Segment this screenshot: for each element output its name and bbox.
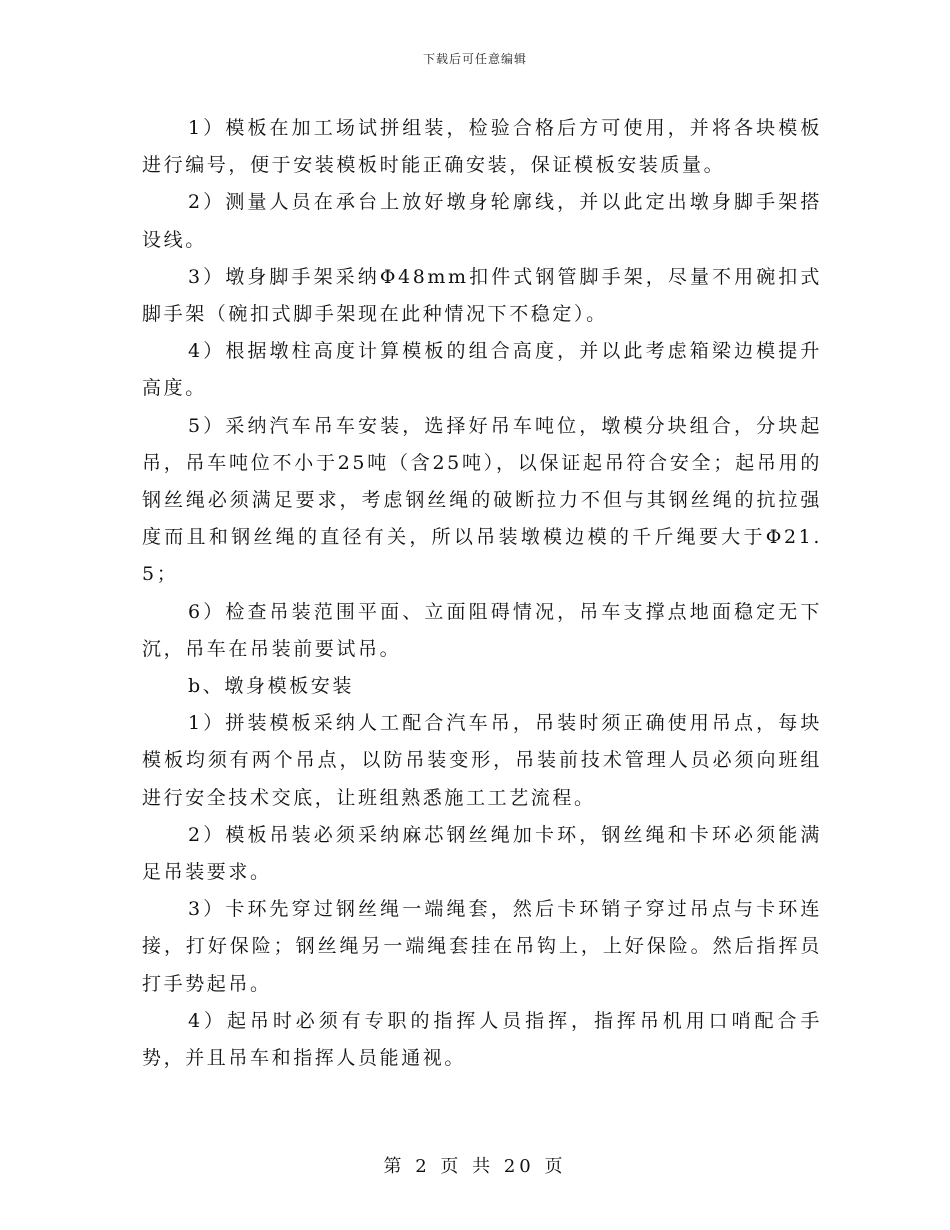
paragraph-assembly-lifting-points: 1）拼装模板采纳人工配合汽车吊，吊装时须正确使用吊点，每块模板均须有两个吊点，以防吊装变形，吊装前技术管理人员必须向班组进行安全技术交底，让班组熟悉施工工艺流程。 [142,712,822,809]
page-header: 下载后可任意编辑 [422,52,527,66]
paragraph-scaffold: 3）墩身脚手架采纳Φ48mm扣件式钢管脚手架，尽量不用碗扣式脚手架（碗扣式脚手架现在此种情况下不稳定）。 [142,265,822,326]
paragraph-shackle-procedure: 3）卡环先穿过钢丝绳一端绳套，然后卡环销子穿过吊点与卡环连接，打好保险；钢丝绳另一端绳套挂在吊钩上，上好保险。然后指挥员打手势起吊。 [142,898,822,995]
paragraph-survey-contour: 2）测量人员在承台上放好墩身轮廓线，并以此定出墩身脚手架搭设线。 [142,191,822,251]
paragraph-lifting-check: 6）检查吊装范围平面、立面阻碍情况，吊车支撑点地面稳定无下沉，吊车在吊装前要试吊。 [142,600,822,660]
paragraph-template-height: 4）根据墩柱高度计算模板的组合高度，并以此考虑箱梁边模提升高度。 [142,340,822,400]
paragraph-crane-installation: 5）采纳汽车吊车安装，选择好吊车吨位，墩模分块组合，分块起吊，吊车吨位不小于25吨（含25吨），以保证起吊符合安全；起吊用的钢丝绳必须满足要求，考虑钢丝绳的破断拉力不但与其钢丝绳的抗拉强度而且和钢丝绳的直径有关，所以吊装墩模边模的千斤绳要大于Φ21.5； [142,414,822,586]
paragraph-wire-rope-shackle: 2）模板吊装必须采纳麻芯钢丝绳加卡环，钢丝绳和卡环必须能满足吊装要求。 [142,823,822,884]
section-heading-pier-template-installation: b、墩身模板安装 [188,675,354,698]
document-body [142,110,822,1077]
paragraph-template-pre-assembly: 1）模板在加工场试拼组装，检验合格后方可使用，并将各块模板进行编号，便于安装模板时能正确安装，保证模板安装质量。 [142,117,822,177]
page-number-footer: 第 2 页 共 20 页 [383,1156,567,1177]
paragraph-signal-command: 4）起吊时必须有专职的指挥人员指挥，指挥吊机用口哨配合手势，并且吊车和指挥人员能通视。 [142,1009,822,1070]
